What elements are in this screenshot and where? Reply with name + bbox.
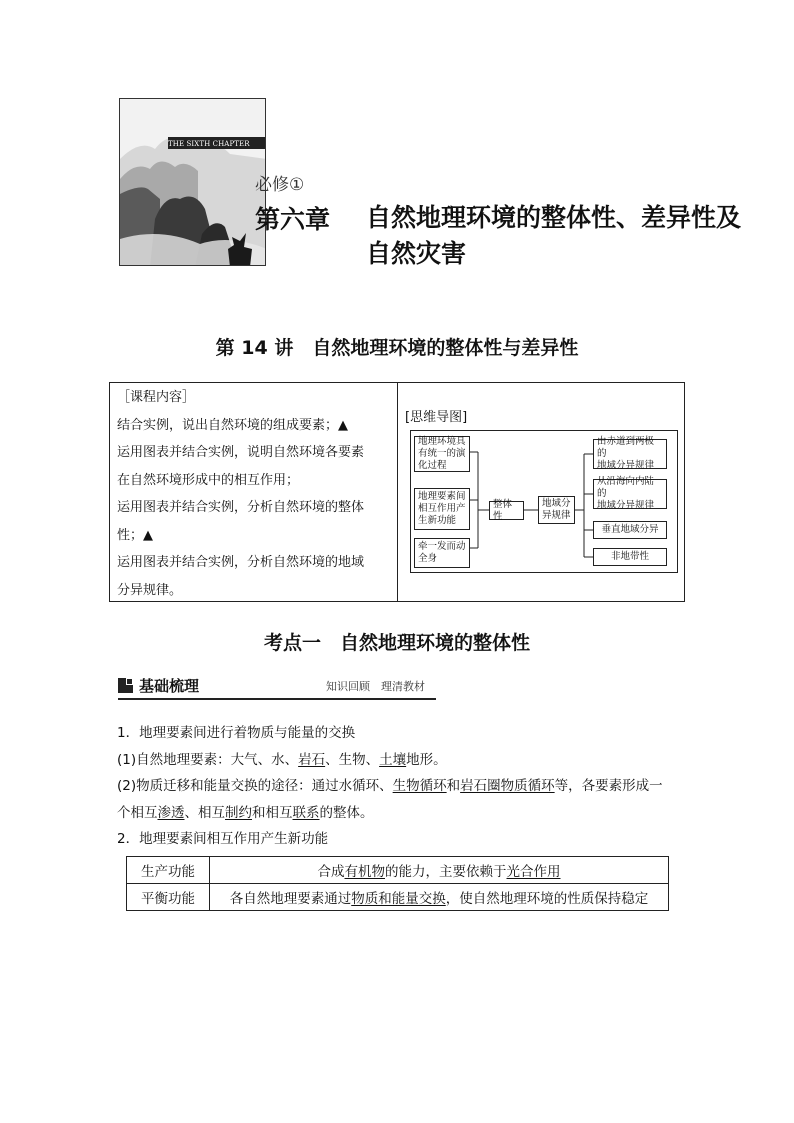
table-value — [210, 857, 669, 884]
node-text: 牵一发而动 — [418, 541, 466, 552]
chapter-title-line2: 自然灾害 — [366, 239, 467, 268]
underlined-text: 土壤 — [379, 751, 407, 768]
underlined-text: 渗透 — [157, 804, 185, 821]
node-text: 垂直地域分异 — [601, 524, 659, 535]
chapter-title-line1: 自然地理环境的整体性、差异性及 — [366, 203, 742, 232]
mind-map-node — [593, 521, 667, 539]
node-text: 全身 — [418, 553, 438, 564]
body-text — [117, 720, 687, 853]
section-label: 基础梳理 — [139, 677, 200, 695]
section-sublabel: 知识回顾 理清教材 — [326, 680, 425, 693]
mind-map — [410, 430, 678, 573]
mind-map-node — [593, 476, 667, 511]
text: 等，各要素形成一 — [554, 778, 663, 794]
paragraph: 2．地理要素间相互作用产生新功能 — [117, 831, 329, 847]
underlined-text: 物质和能量交换 — [351, 891, 446, 907]
text: (2)物质迁移和能量交换的途径：通过水循环、 — [117, 778, 393, 794]
node-text: 地理环境具 — [418, 436, 466, 447]
table-value — [210, 884, 669, 911]
course-divider — [397, 382, 398, 602]
course-line: 运用图表并结合实例，说明自然环境各要素 — [117, 445, 365, 460]
node-text: 非地带性 — [610, 551, 649, 562]
node-text: 地域分异规律 — [597, 460, 655, 471]
node-text: 异规律 — [542, 510, 571, 521]
mind-map-middle-node — [538, 496, 575, 524]
text: 和相互 — [252, 804, 293, 821]
mind-map-heading: [思维导图] — [405, 410, 468, 425]
text: ，使自然地理环境的性质保持稳定 — [445, 891, 649, 907]
table-key: 生产功能 — [127, 857, 210, 884]
chapter-number: 第六章 — [255, 205, 331, 234]
text: 各自然地理要素通过 — [229, 891, 352, 907]
node-text: 地域分异规律 — [597, 500, 655, 511]
course-line: 性；▲ — [117, 527, 153, 543]
paragraph — [117, 773, 687, 800]
course-content — [117, 384, 389, 604]
cover-label: THE SIXTH CHAPTER — [168, 140, 250, 148]
course-line: 结合实例，说出自然环境的组成要素；▲ — [117, 417, 348, 433]
course-line: 运用图表并结合实例，分析自然环境的整体 — [117, 500, 365, 515]
mountain-landscape-illustration — [120, 99, 266, 266]
text: 的整体。 — [319, 804, 374, 821]
paragraph: 1．地理要素间进行着物质与能量的交换 — [117, 725, 356, 741]
text: 、相互 — [184, 804, 225, 821]
text: 个相互 — [117, 804, 158, 821]
section-header — [118, 675, 436, 705]
underlined-text: 岩石 — [298, 751, 326, 768]
underlined-text: 光合作用 — [506, 864, 561, 880]
underlined-text: 制约 — [225, 804, 252, 821]
node-text: 整体性 — [493, 498, 513, 522]
function-table — [126, 856, 669, 911]
text: (1)自然地理要素：大气、水、 — [117, 751, 299, 768]
table-row — [127, 884, 669, 911]
square-bullet-icon — [118, 678, 133, 693]
mind-map-node — [593, 436, 667, 471]
node-text: 生新功能 — [418, 515, 457, 526]
lesson-title: 第 14 讲 自然地理环境的整体性与差异性 — [215, 337, 579, 359]
underlined-text: 联系 — [292, 804, 320, 821]
chapter-cover-image — [119, 98, 266, 266]
table-row — [127, 857, 669, 884]
text: 的能力，主要依赖于 — [385, 864, 507, 880]
course-line: 分异规律。 — [117, 582, 183, 598]
text: 地形。 — [406, 751, 447, 768]
text: 合成 — [317, 864, 345, 880]
mind-map-node — [414, 488, 470, 530]
section-title: 考点一 自然地理环境的整体性 — [263, 632, 530, 654]
node-text: 有统一的演 — [418, 448, 466, 459]
node-text: 地理要素间 — [418, 491, 466, 502]
paragraph — [117, 800, 687, 827]
section-rule — [118, 698, 436, 700]
underlined-text: 岩石圈物质循环 — [460, 778, 555, 794]
node-text: 相互作用产 — [418, 503, 466, 514]
course-line: ［课程内容］ — [117, 390, 196, 405]
node-text: 地域分 — [542, 498, 571, 509]
mind-map-node — [414, 436, 470, 472]
book-subtitle: 必修① — [255, 175, 305, 195]
node-text: 从沿海向内陆的 — [597, 476, 655, 499]
mind-map-node — [414, 538, 470, 568]
course-line: 运用图表并结合实例，分析自然环境的地域 — [117, 555, 365, 570]
mind-map-center-node — [489, 498, 524, 522]
node-text: 由赤道到两极的 — [597, 436, 655, 459]
chapter-title — [366, 200, 776, 272]
node-text: 化过程 — [418, 460, 447, 471]
text: 和 — [446, 778, 461, 794]
table-key: 平衡功能 — [127, 884, 210, 911]
text: 、生物、 — [325, 751, 380, 768]
mind-map-node — [593, 548, 667, 566]
underlined-text: 生物循环 — [392, 778, 447, 794]
course-line: 在自然环境形成中的相互作用； — [117, 472, 300, 488]
underlined-text: 有机物 — [344, 864, 385, 880]
paragraph — [117, 747, 687, 774]
